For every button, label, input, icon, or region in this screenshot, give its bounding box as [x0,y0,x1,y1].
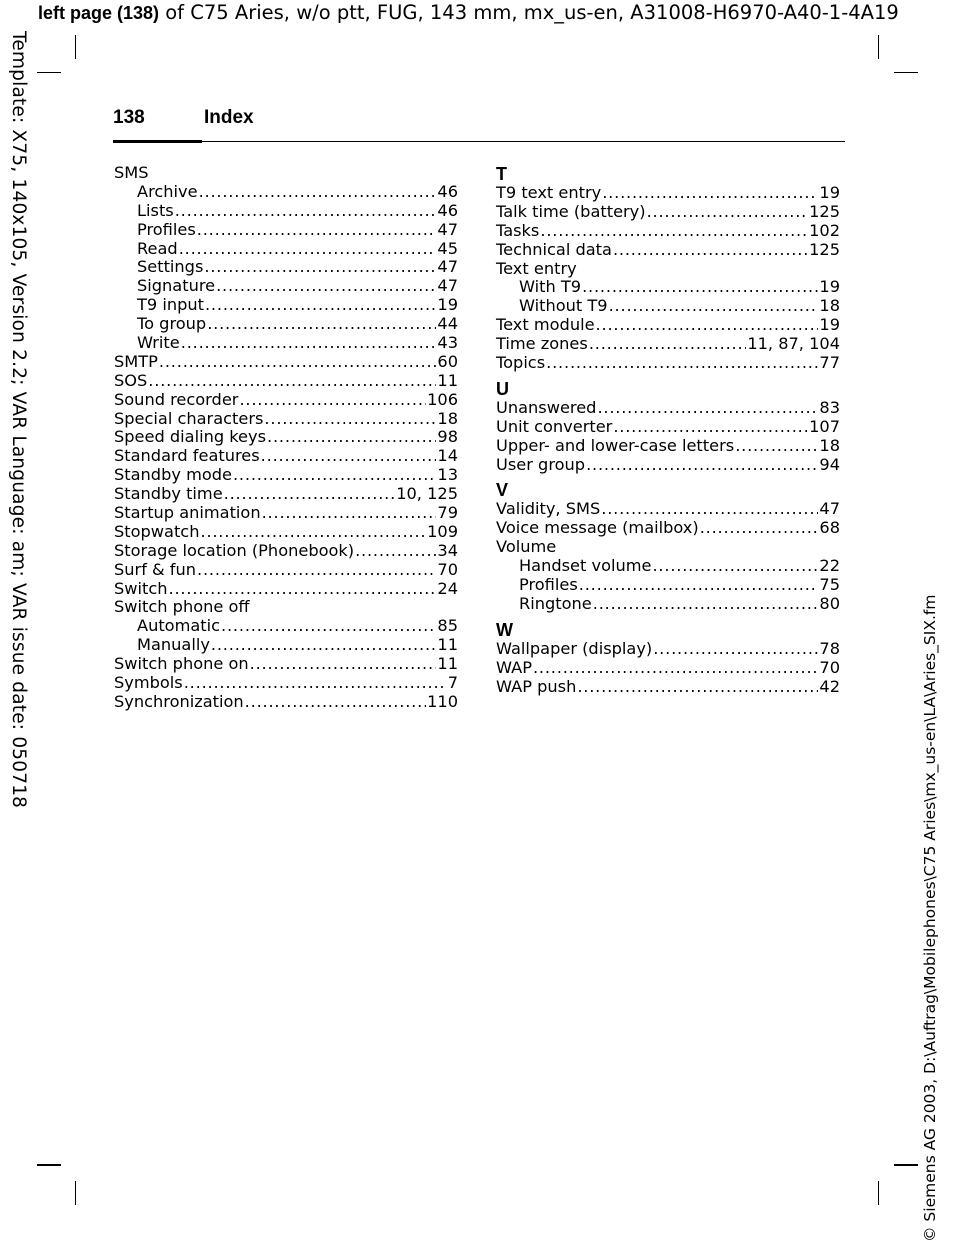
index-entry [496,222,840,241]
entry-page: 47 [437,257,458,277]
entry-page: 77 [819,353,840,373]
section-letter: T [496,164,507,184]
index-subentry [114,258,458,277]
dot-leader [261,447,437,466]
dot-leader [355,542,436,561]
index-entry [114,391,458,410]
entry-label: User group [496,454,586,474]
entry-label: Storage location (Phonebook) [114,540,355,560]
template-info: Template: X75, 140x105, Version 2.2; VAR Language: am; VAR issue date: 050718 [8,31,29,809]
entry-label: Standby mode [114,465,232,485]
dot-leader [211,636,436,655]
entry-page: 34 [437,540,458,560]
entry-page: 19 [819,277,840,297]
index-entry [496,399,840,418]
section-letter: V [496,480,509,501]
entry-label: Wallpaper (display) [496,638,653,658]
dot-leader [653,640,818,659]
index-entry [496,418,840,437]
dot-leader [197,221,437,240]
entry-page: 70 [437,559,458,579]
index-entry [114,561,458,580]
index-column-right [496,164,840,696]
index-entry [496,640,840,659]
entry-label: Profiles [137,219,196,239]
dot-leader [577,678,818,697]
entry-page: 18 [819,296,840,316]
entry-page: 18 [437,408,458,428]
entry-label: Signature [137,276,216,296]
index-subentry [496,595,840,614]
dot-leader [197,561,436,580]
index-entry [496,316,840,335]
dot-leader [184,674,447,693]
index-entry [496,335,840,354]
entry-label: Surf & fun [114,559,197,579]
dot-leader [589,335,746,354]
entry-label: Voice message (mailbox) [496,518,699,538]
print-header [38,1,899,24]
index-entry [114,598,458,617]
page-number: 138 [113,107,145,128]
entry-label: WAP push [496,676,577,696]
entry-label: Stopwatch [114,521,200,541]
crop-mark [878,1181,879,1205]
index-subentry [114,315,458,334]
index-entry [496,538,840,557]
entry-label: Switch [114,578,168,598]
entry-label: WAP [496,657,532,677]
index-entry [114,523,458,542]
dot-leader [700,519,819,538]
crop-mark [878,35,879,59]
entry-label: Special characters [114,408,264,428]
entry-label: Text entry [496,258,577,278]
index-entry [114,504,458,523]
entry-label: Switch phone off [114,597,250,617]
index-entry [496,241,840,260]
entry-page: 98 [437,427,458,447]
print-header-bold: left page (138) [38,3,160,23]
crop-mark [894,1164,918,1166]
index-subentry [496,576,840,595]
entry-page: 106 [427,389,458,409]
index-entry [496,184,840,203]
print-header-text: of C75 Aries, w/o ptt, FUG, 143 mm, mx_us-en, A31008-H6970-A40-1-4A19 [159,1,899,24]
dot-leader [199,183,437,202]
index-entry [114,372,458,391]
entry-page: 83 [819,397,840,417]
dot-leader [205,296,436,315]
entry-label: Ringtone [519,593,592,613]
header-rule-accent [113,140,202,143]
index-entry [114,485,458,504]
entry-label: Validity, SMS [496,499,601,519]
entry-page: 79 [437,503,458,523]
index-subentry [114,277,458,296]
entry-page: 44 [437,314,458,334]
crop-mark [75,1181,76,1205]
entry-page: 43 [437,333,458,353]
dot-leader [175,202,437,221]
dot-leader [221,617,436,636]
index-subentry [114,296,458,315]
dot-leader [609,297,819,316]
entry-label: Read [137,238,178,258]
dot-leader [533,659,818,678]
entry-label: Symbols [114,673,183,693]
entry-page: 80 [819,593,840,613]
entry-page: 75 [819,575,840,595]
entry-page: 109 [427,521,458,541]
dot-leader [148,372,436,391]
index-subentry [114,617,458,636]
index-entry [114,655,458,674]
index-subentry [114,636,458,655]
dot-leader [179,240,437,259]
dot-leader [596,316,819,335]
index-subentry [114,240,458,259]
entry-label: To group [137,314,207,334]
entry-page: 85 [437,616,458,636]
entry-page: 46 [437,181,458,201]
dot-leader [613,418,808,437]
index-entry [114,674,458,693]
index-entry [114,164,458,183]
entry-label: SMTP [114,351,158,371]
dot-leader [224,485,396,504]
dot-leader [602,184,818,203]
dot-leader [216,277,436,296]
dot-leader [647,203,809,222]
entry-page: 94 [819,454,840,474]
index-entry [114,353,458,372]
dot-leader [613,241,808,260]
entry-page: 14 [437,446,458,466]
entry-label: Standby time [114,484,223,504]
index-entry [496,678,840,697]
index-entry [496,659,840,678]
dot-leader [200,523,426,542]
entry-label: Time zones [496,334,588,354]
entry-label: Unit converter [496,416,613,436]
dot-leader [601,500,818,519]
entry-label: Text module [496,315,595,335]
index-entry [496,203,840,222]
entry-label: Synchronization [114,691,244,711]
index-subentry [114,202,458,221]
page-header [113,107,845,142]
dot-leader [267,428,436,447]
dot-leader [586,456,818,475]
index-entry [496,260,840,279]
dot-leader [204,258,436,277]
entry-page: 7 [447,673,458,693]
entry-label: Startup animation [114,503,261,523]
entry-label: Lists [137,200,174,220]
entry-label: Volume [496,537,557,557]
entry-page: 10, 125 [396,484,458,504]
entry-label: T9 input [137,295,204,315]
entry-page: 11 [437,635,458,655]
entry-label: Write [137,333,180,353]
entry-page: 78 [819,638,840,658]
entry-label: Handset volume [519,556,652,576]
entry-label: SMS [114,163,149,182]
dot-leader [169,580,437,599]
entry-label: With T9 [519,277,582,297]
entry-label: Settings [137,257,204,277]
entry-page: 110 [427,691,458,711]
entry-label: Automatic [137,616,221,636]
page-title: Index [204,107,254,128]
dot-leader [597,399,818,418]
dot-leader [579,576,819,595]
dot-leader [159,353,436,372]
index-entry [114,466,458,485]
entry-label: Talk time (battery) [496,201,646,221]
entry-page: 19 [819,183,840,202]
entry-page: 47 [437,219,458,239]
dot-leader [262,504,437,523]
entry-page: 11 [437,654,458,674]
entry-label: Manually [137,635,210,655]
index-entry [114,693,458,712]
index-subentry [496,278,840,297]
index-subentry [114,183,458,202]
entry-label: Without T9 [519,296,608,316]
entry-page: 46 [437,200,458,220]
entry-page: 42 [819,676,840,696]
dot-leader [239,391,426,410]
entry-label: Upper- and lower-case letters [496,435,735,455]
index-subentry [496,557,840,576]
index-entry [496,500,840,519]
entry-label: T9 text entry [496,183,602,202]
entry-page: 125 [809,201,840,221]
index-entry [114,428,458,447]
entry-page: 13 [437,465,458,485]
dot-leader [546,354,818,373]
index-subentry [114,334,458,353]
entry-label: SOS [114,370,148,390]
entry-page: 22 [819,556,840,576]
dot-leader [582,278,818,297]
dot-leader [540,222,808,241]
dot-leader [652,557,818,576]
dot-leader [207,315,436,334]
index-entry [114,580,458,599]
entry-page: 11 [437,370,458,390]
entry-page: 125 [809,239,840,259]
crop-mark [37,1164,61,1166]
dot-leader [233,466,436,485]
entry-label: Profiles [519,575,578,595]
entry-label: Topics [496,353,546,373]
entry-page: 47 [437,276,458,296]
index-subentry [114,221,458,240]
dot-leader [735,437,818,456]
dot-leader [245,693,426,712]
entry-label: Speed dialing keys [114,427,267,447]
index-entry [114,447,458,466]
section-letter: U [496,378,509,399]
entry-label: Unanswered [496,397,597,417]
section-letter: W [496,619,513,640]
entry-page: 19 [819,315,840,335]
crop-mark [75,35,76,59]
crop-mark [37,72,61,73]
dot-leader [250,655,437,674]
dot-leader [264,410,436,429]
dot-leader [181,334,437,353]
entry-page: 47 [819,499,840,519]
entry-page: 107 [809,416,840,436]
index-entry [114,542,458,561]
entry-page: 70 [819,657,840,677]
entry-page: 45 [437,238,458,258]
entry-page: 24 [437,578,458,598]
index-entry [496,354,840,373]
entry-label: Standard features [114,446,260,466]
copyright-path: © Siemens AG 2003, D:\Auftrag\Mobilephones\C75 Aries\mx_us-en\LA\Aries_SIX.fm [921,594,939,1242]
entry-page: 68 [819,518,840,538]
entry-label: Technical data [496,239,612,259]
entry-page: 102 [809,220,840,240]
index-entry [496,437,840,456]
index-entry [114,410,458,429]
entry-page: 19 [437,295,458,315]
index-entry [496,519,840,538]
index-column-left [114,164,458,712]
entry-label: Archive [137,181,198,201]
index-entry [496,456,840,475]
entry-label: Switch phone on [114,654,249,674]
crop-mark [894,72,918,73]
entry-page: 11, 87, 104 [747,334,840,354]
entry-page: 60 [437,351,458,371]
entry-page: 18 [819,435,840,455]
dot-leader [593,595,819,614]
entry-label: Tasks [496,220,540,240]
entry-label: Sound recorder [114,389,239,409]
index-subentry [496,297,840,316]
